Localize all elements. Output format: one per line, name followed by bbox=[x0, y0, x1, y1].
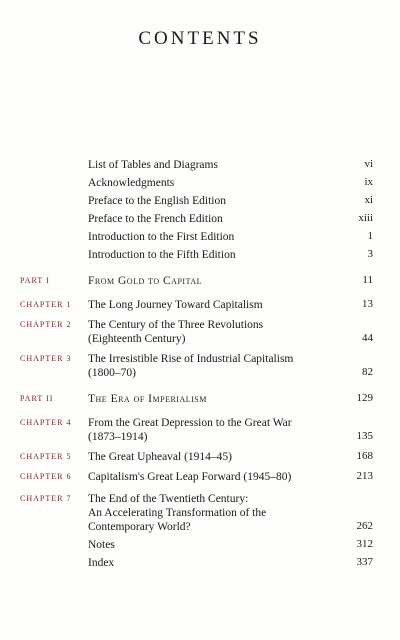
page-title: CONTENTS bbox=[138, 28, 262, 49]
toc-entry-title-line: The Century of the Three Revolutions bbox=[88, 319, 264, 331]
toc-entry-label: PART I bbox=[20, 276, 50, 285]
toc-entry-page-number: 13 bbox=[362, 298, 373, 310]
toc-entry-label: CHAPTER 3 bbox=[20, 354, 72, 363]
toc-entry-title-line: The Irresistible Rise of Industrial Capitalism bbox=[88, 353, 294, 365]
toc-entry-title-line: Notes bbox=[88, 539, 115, 551]
toc-entry-page-number: 135 bbox=[356, 430, 373, 442]
toc-entry-label: PART II bbox=[20, 394, 54, 403]
toc-entry-title bbox=[88, 392, 338, 406]
toc-entry-title-line: (Eighteenth Century) bbox=[88, 333, 186, 345]
toc-entry-page-number: 1 bbox=[367, 230, 373, 242]
toc-entry-title bbox=[88, 450, 338, 464]
toc-entry-title bbox=[88, 274, 338, 288]
toc-entry-page-number: 312 bbox=[356, 538, 373, 550]
toc-entry-title bbox=[88, 194, 338, 208]
toc-entry-title bbox=[88, 416, 338, 444]
toc-entry-title-line: Acknowledgments bbox=[88, 177, 175, 189]
toc-entry-title bbox=[88, 470, 338, 484]
toc-entry-label: CHAPTER 7 bbox=[20, 494, 72, 503]
toc-entry-title-line: From Gold to Capital bbox=[88, 275, 202, 287]
toc-entry-title-line: The Great Upheaval (1914–45) bbox=[88, 451, 233, 463]
toc-entry-page-number: 337 bbox=[356, 556, 373, 568]
toc-entry-label: CHAPTER 5 bbox=[20, 452, 72, 461]
toc-entry-label: CHAPTER 2 bbox=[20, 320, 72, 329]
toc-entry-page-number: 11 bbox=[362, 274, 373, 286]
toc-entry-title-line: Preface to the French Edition bbox=[88, 213, 223, 225]
toc-entry-title-line: The End of the Twentieth Century: bbox=[88, 493, 249, 505]
toc-entry-page-number: 3 bbox=[367, 248, 373, 260]
toc-entry-page-number: xiii bbox=[358, 212, 373, 224]
toc-entry-title bbox=[88, 352, 338, 380]
toc-entry-page-number: 129 bbox=[356, 392, 373, 404]
toc-entry-page-number: 82 bbox=[362, 366, 373, 378]
toc-entry-title bbox=[88, 492, 338, 534]
toc-entry-title bbox=[88, 298, 338, 312]
toc-entry-title-line: The Long Journey Toward Capitalism bbox=[88, 299, 263, 311]
toc-entry-title-line: Index bbox=[88, 557, 115, 569]
toc-entry-title-line: Introduction to the Fifth Edition bbox=[88, 249, 236, 261]
toc-entry-title-line: The Era of Imperialism bbox=[88, 393, 207, 405]
toc-entry-title bbox=[88, 556, 338, 570]
toc-entry-title-line: Introduction to the First Edition bbox=[88, 231, 235, 243]
toc-entry-title-line: List of Tables and Diagrams bbox=[88, 159, 218, 171]
toc-entry-title-line: Contemporary World? bbox=[88, 521, 191, 533]
toc-entry-title bbox=[88, 158, 338, 172]
toc-entry-title bbox=[88, 230, 338, 244]
toc-entry-title-line: (1873–1914) bbox=[88, 431, 148, 443]
toc-entry-title-line: (1800–70) bbox=[88, 367, 136, 379]
toc-entry-title-line: An Accelerating Transformation of the bbox=[88, 507, 267, 519]
toc-entry-label: CHAPTER 6 bbox=[20, 472, 72, 481]
toc-entry-title-line: Capitalism's Great Leap Forward (1945–80) bbox=[88, 471, 292, 483]
toc-entry-title bbox=[88, 212, 338, 226]
toc-entry-label: CHAPTER 4 bbox=[20, 418, 72, 427]
toc-entry-page-number: 213 bbox=[356, 470, 373, 482]
toc-entry-title bbox=[88, 248, 338, 262]
toc-entry-page-number: 168 bbox=[356, 450, 373, 462]
toc-entry-page-number: 262 bbox=[356, 520, 373, 532]
toc-entry-page-number: ix bbox=[364, 176, 373, 188]
toc-entry-title-line: From the Great Depression to the Great War bbox=[88, 417, 292, 429]
toc-entry-title bbox=[88, 538, 338, 552]
toc-entry-page-number: vi bbox=[364, 158, 373, 170]
toc-entry-title bbox=[88, 176, 338, 190]
toc-entry-page-number: xi bbox=[364, 194, 373, 206]
toc-entry-label: CHAPTER 1 bbox=[20, 300, 72, 309]
toc-entry-title-line: Preface to the English Edition bbox=[88, 195, 226, 207]
toc-entry-page-number: 44 bbox=[362, 332, 373, 344]
toc-entry-title bbox=[88, 318, 338, 346]
